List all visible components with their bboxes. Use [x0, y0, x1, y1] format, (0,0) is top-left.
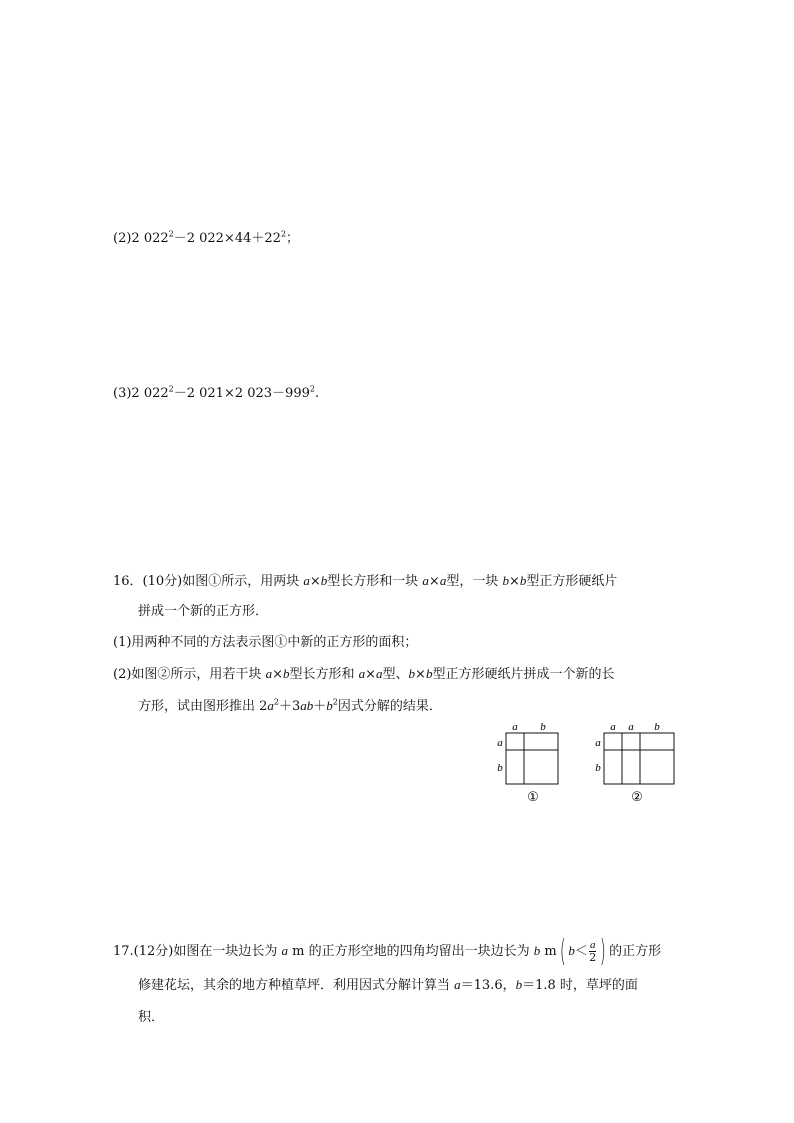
exponent: 2	[309, 384, 315, 394]
times: ×	[365, 667, 377, 682]
text: 型，一块	[446, 574, 503, 589]
q16-line1	[113, 572, 617, 591]
figure-1-side-label: a	[497, 737, 503, 749]
figure-1-side-label: b	[497, 762, 503, 774]
q15-part3-text: －2 021×2 023－999	[173, 386, 310, 401]
var-a: a	[358, 666, 366, 681]
text: 的正方形	[609, 944, 662, 959]
var-a: a	[439, 573, 447, 588]
plus: ＋	[313, 699, 327, 714]
var-b: b	[320, 573, 328, 588]
q16-heading: 16．(10分)如图①所示，用两块	[113, 574, 304, 589]
text: ＋3	[279, 699, 301, 714]
text: m 的正方形空地的四角均留出一块边长为	[288, 944, 534, 959]
figure-1	[492, 718, 572, 808]
figure-2-top-label: b	[654, 721, 660, 733]
text: (2)如图②所示，用若干块	[113, 667, 266, 682]
var-b: b	[425, 666, 433, 681]
q17-line2	[138, 976, 638, 995]
punctuation: .	[314, 386, 320, 401]
var-b: b	[326, 698, 333, 713]
var-ab: ab	[300, 698, 314, 713]
text: 型长方形和一块	[327, 574, 423, 589]
times: ×	[272, 667, 283, 682]
q16-sub2-line2	[138, 697, 442, 716]
text: ＝1.8 时，草坪的面	[522, 978, 638, 993]
text: 型长方形和	[289, 667, 359, 682]
q17-line1	[113, 933, 662, 969]
figure-2-outer-rectangle	[604, 733, 674, 784]
q15-part2-text: －2 022×44＋22	[173, 231, 281, 246]
less-than: ＜	[574, 944, 588, 959]
times: ×	[508, 574, 520, 589]
fraction	[589, 940, 597, 963]
exponent: 2	[168, 229, 174, 239]
punctuation: ；	[286, 231, 300, 246]
text: ＝13.6，	[460, 978, 516, 993]
var-a: a	[303, 573, 310, 588]
var-a: a	[454, 977, 461, 992]
var-b: b	[533, 943, 541, 958]
var-a: a	[281, 943, 288, 958]
var-b: b	[568, 943, 575, 958]
q16-sub1: (1)用两种不同的方法表示图①中新的正方形的面积；	[113, 635, 418, 650]
var-b: b	[502, 573, 509, 588]
text: 因式分解的结果．	[337, 699, 442, 714]
times: ×	[415, 667, 426, 682]
exponent: 2	[280, 229, 287, 239]
figure-2-side-label: b	[595, 762, 601, 774]
text: 修建花坛，其余的地方种植草坪．利用因式分解计算当	[138, 978, 455, 993]
fraction-numerator: a	[589, 939, 596, 951]
q16-line2: 拼成一个新的正方形．	[138, 604, 269, 619]
times: ×	[428, 574, 440, 589]
text: 型正方形硬纸片	[526, 574, 618, 589]
q15-part2-text: (2)2 022	[113, 231, 169, 246]
var-a: a	[422, 573, 429, 588]
var-b: b	[519, 573, 527, 588]
figure-2-side-label: a	[595, 737, 601, 749]
text: 型、	[382, 667, 409, 682]
q16-sub2-line1	[113, 665, 614, 684]
exponent: 2	[168, 384, 174, 394]
figure-1-top-label: b	[540, 721, 546, 733]
exponent: 2	[273, 697, 279, 707]
q15-part2	[113, 230, 299, 248]
unit: m	[540, 944, 557, 959]
figure-1-outer-square	[506, 733, 558, 784]
q17-heading: 17.(12分)如图在一块边长为	[113, 944, 282, 959]
fraction-denominator: 2	[589, 951, 597, 964]
figure-2-top-label: a	[628, 721, 634, 733]
times: ×	[309, 574, 321, 589]
figure-2-caption: ②	[631, 789, 643, 804]
var-b: b	[282, 666, 290, 681]
var-b: b	[515, 977, 523, 992]
var-b: b	[408, 666, 416, 681]
var-a: a	[376, 666, 383, 681]
q15-part3	[113, 385, 319, 403]
figure-2	[590, 718, 680, 808]
text: 方形，试由图形推出 2	[138, 699, 268, 714]
figure-1-caption: ①	[527, 789, 539, 804]
figure-2-top-label: a	[610, 721, 616, 733]
q15-part3-text: (3)2 022	[113, 386, 169, 401]
text: 型正方形硬纸片拼成一个新的长	[432, 667, 615, 682]
left-paren: (	[559, 933, 566, 969]
exponent: 2	[332, 697, 338, 707]
var-a: a	[265, 666, 273, 681]
figure-1-top-label: a	[512, 721, 518, 733]
var-a: a	[267, 698, 274, 713]
right-paren: )	[600, 933, 607, 969]
q17-line3: 积．	[138, 1010, 165, 1025]
